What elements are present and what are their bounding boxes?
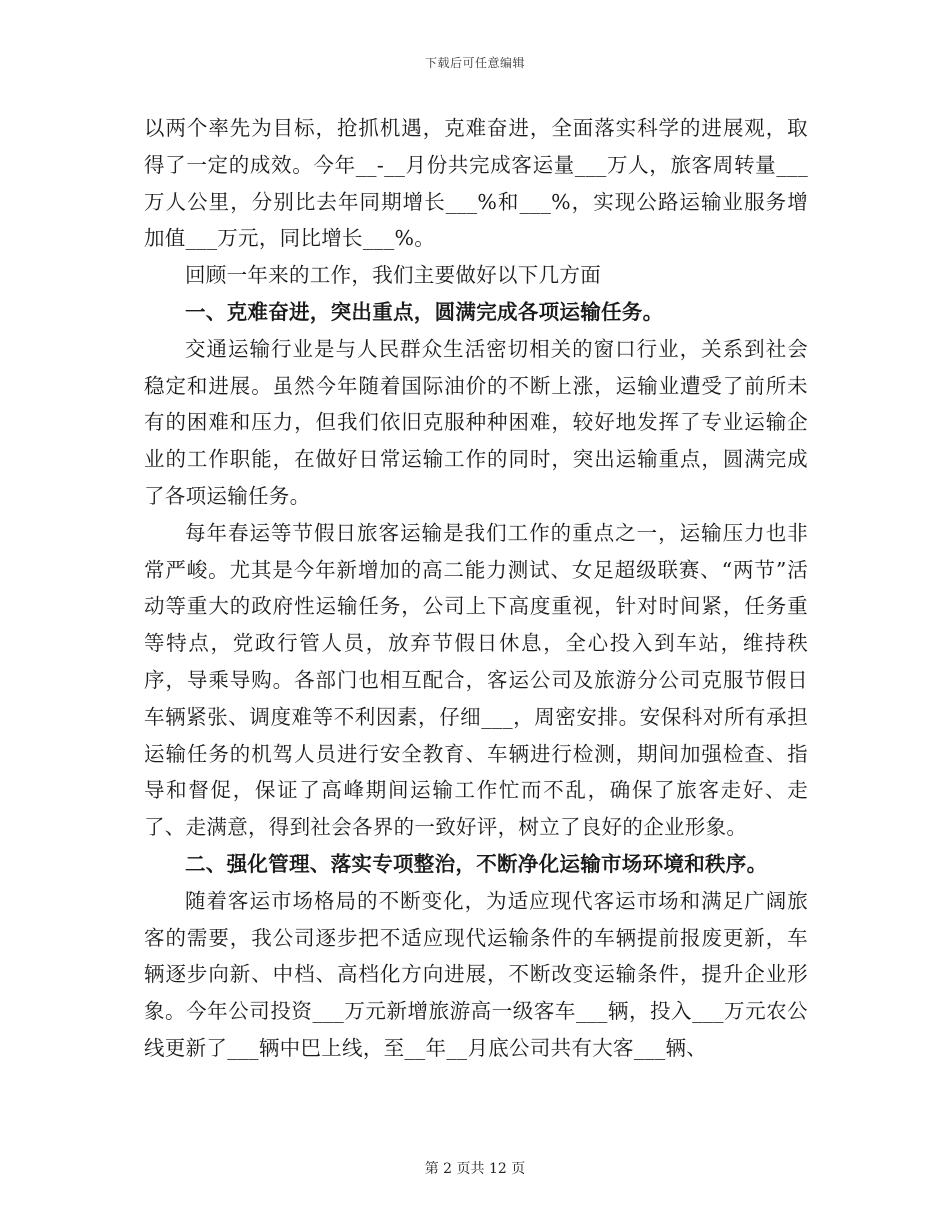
paragraph-review: 回顾一年来的工作，我们主要做好以下几方面 [185,263,601,288]
section-heading-2: 二、强化管理、落实专项整治，不断净化运输市场环境和秩序。 [185,851,768,876]
section-heading-1: 一、克难奋进，突出重点，圆满完成各项运输任务。 [185,299,664,324]
paragraph-holiday-transport: 每年春运等节假日旅客运输是我们工作的重点之一，运输压力也非常严峻。尤其是今年新增加的高二能力测试、女足超级联赛、“两节”活动等重大的政府性运输任务，公司上下高度重视，针对时间紧，任务重等特点，党政行管人员，放弃节假日休息，全心投入到车站，维持秩序，导乘导购。各部门也相互配合，客运公司及旅游分公司克服节假日车辆紧张、调度难等不利因素，仔细___，周密安排。安保科对所有承担运输任务的机驾人员进行安全教育、车辆进行检测，期间加强检查、指导和督促，保证了高峰期间运输工作忙而不乱，确保了旅客走好、走了、走满意，得到社会各界的一致好评，树立了良好的企业形象。 [144,520,808,840]
document-body [144,110,808,1067]
paragraph-market-changes: 随着客运市场格局的不断变化，为适应现代客运市场和满足广阔旅客的需要，我公司逐步把不适应现代运输条件的车辆提前报废更新，车辆逐步向新、中档、高档化方向进展，不断改变运输条件，提升企业形象。今年公司投资___万元新增旅游高一级客车___辆，投入___万元农公线更新了___辆中巴上线，至__年__月底公司共有大客___辆、 [144,888,808,1060]
page-header: 下载后可任意编辑 [424,56,525,70]
paragraph-intro-continued: 以两个率先为目标，抢抓机遇，克难奋进，全面落实科学的进展观，取得了一定的成效。今年__-__月份共完成客运量___万人，旅客周转量___万人公里，分别比去年同期增长___%和___%，实现公路运输业服务增加值___万元，同比增长___%。 [144,116,808,251]
page-footer: 第 2 页共 12 页 [424,1161,526,1177]
paragraph-transport-industry: 交通运输行业是与人民群众生活密切相关的窗口行业，关系到社会稳定和进展。虽然今年随着国际油价的不断上涨，运输业遭受了前所未有的困难和压力，但我们依旧克服种种困难，较好地发挥了专业运输企业的工作职能，在做好日常运输工作的同时，突出运输重点，圆满完成了各项运输任务。 [144,336,808,508]
